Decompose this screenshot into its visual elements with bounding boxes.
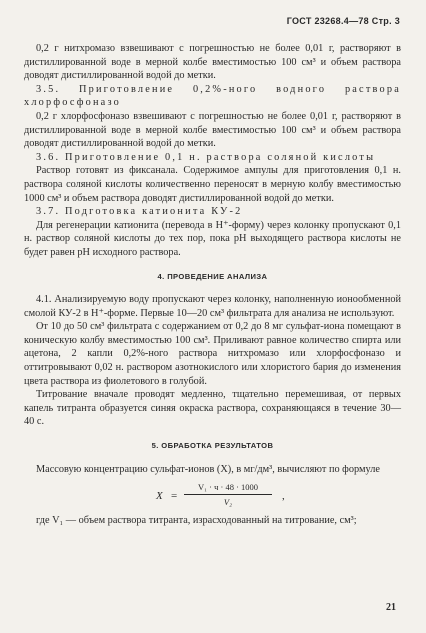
heading-3-5: 3.5. Приготовление 0,2%-ного водного раствора хлорфосфоназо — [24, 83, 401, 109]
paragraph-cation-regeneration: Для регенерации катионита (перевода в Н⁺-форму) через колонку пропускают 0,1 н. раствор соляной кислоты до тех пор, пока рН выходящего раствора кислоты не будет равен рН исходного раствора. — [24, 219, 401, 258]
fraction-bar — [184, 494, 272, 495]
paragraph-v1-definition: где V₁ — объем раствора титранта, израсходованный на титрование, см³; — [36, 515, 357, 527]
document-body — [24, 42, 401, 528]
formula-denominator: V₂ — [223, 497, 233, 508]
section-title-analysis: 4. ПРОВЕДЕНИЕ АНАЛИЗА — [157, 271, 268, 281]
heading-3-7: 3.7. Подготовка катионита КУ-2 — [36, 206, 243, 218]
paragraph-titration: Титрование вначале проводят медленно, тщательно перемешивая, от первых капель титранта образуется синяя окраска раствора, сохраняющаяся в течение 30—40 с. — [24, 389, 401, 428]
page-number: 21 — [386, 602, 396, 613]
paragraph-nitrhomazo: 0,2 г нитхромазо взвешивают с погрешностью не более 0,01 г, растворяют в дистиллированной воде в мерной колбе вместимостью 100 см³ и объем раствора доводят дистиллированной водой до метки. — [24, 43, 401, 82]
paragraph-4-1: 4.1. Анализируемую воду пропускают через колонку, наполненную ионообменной смолой КУ-2 в Н⁺-форме. Первые 10—20 см³ фильтрата для анализа не используют. — [24, 294, 401, 319]
formula-numerator: V₁ · ч · 48 · 1000 — [197, 482, 259, 493]
section-title-results: 5. ОБРАБОТКА РЕЗУЛЬТАТОВ — [151, 441, 274, 451]
paragraph-hcl-solution: Раствор готовят из фиксанала. Содержимое ампулы для приготовления 0,1 н. раствора соляной кислоты количественно переносят в мерную колбу вместимостью 1000 см³ и объем раствора доводят дистиллированной водой до метки. — [24, 165, 401, 204]
paragraph-filtrate: От 10 до 50 см³ фильтрата с содержанием от 0,2 до 8 мг сульфат-иона помещают в коническую колбу вместимостью 100 см³. Приливают равное количество спирта или ацетона, 2 капли 0,2%-ного раствора нитхромазо или хлорфосфоназо и оттитровывают 0,02 н. раствором азотнокислого или хлористого бария до изменения цвета раствора из фиолетового в голубой. — [24, 321, 401, 387]
formula-lhs: X — [156, 490, 163, 503]
paragraph-chlorphosphonazo: 0,2 г хлорфосфоназо взвешивают с погрешностью не более 0,01 г, растворяют в дистиллированной воде в мерной колбе вместимостью 100 см³ и объем раствора доводят дистиллированной водой до метки. — [24, 110, 401, 150]
formula-equals: = — [171, 490, 178, 503]
formula — [24, 478, 401, 512]
heading-3-6: 3.6. Приготовление 0,1 н. раствора соляной кислоты — [36, 151, 376, 163]
page-header: ГОСТ 23268.4—78 Стр. 3 — [286, 16, 400, 26]
formula-comma: , — [282, 490, 285, 503]
paragraph-mass-concentration: Массовую концентрацию сульфат-ионов (X), в мг/дм³, вычисляют по формуле — [36, 463, 380, 475]
